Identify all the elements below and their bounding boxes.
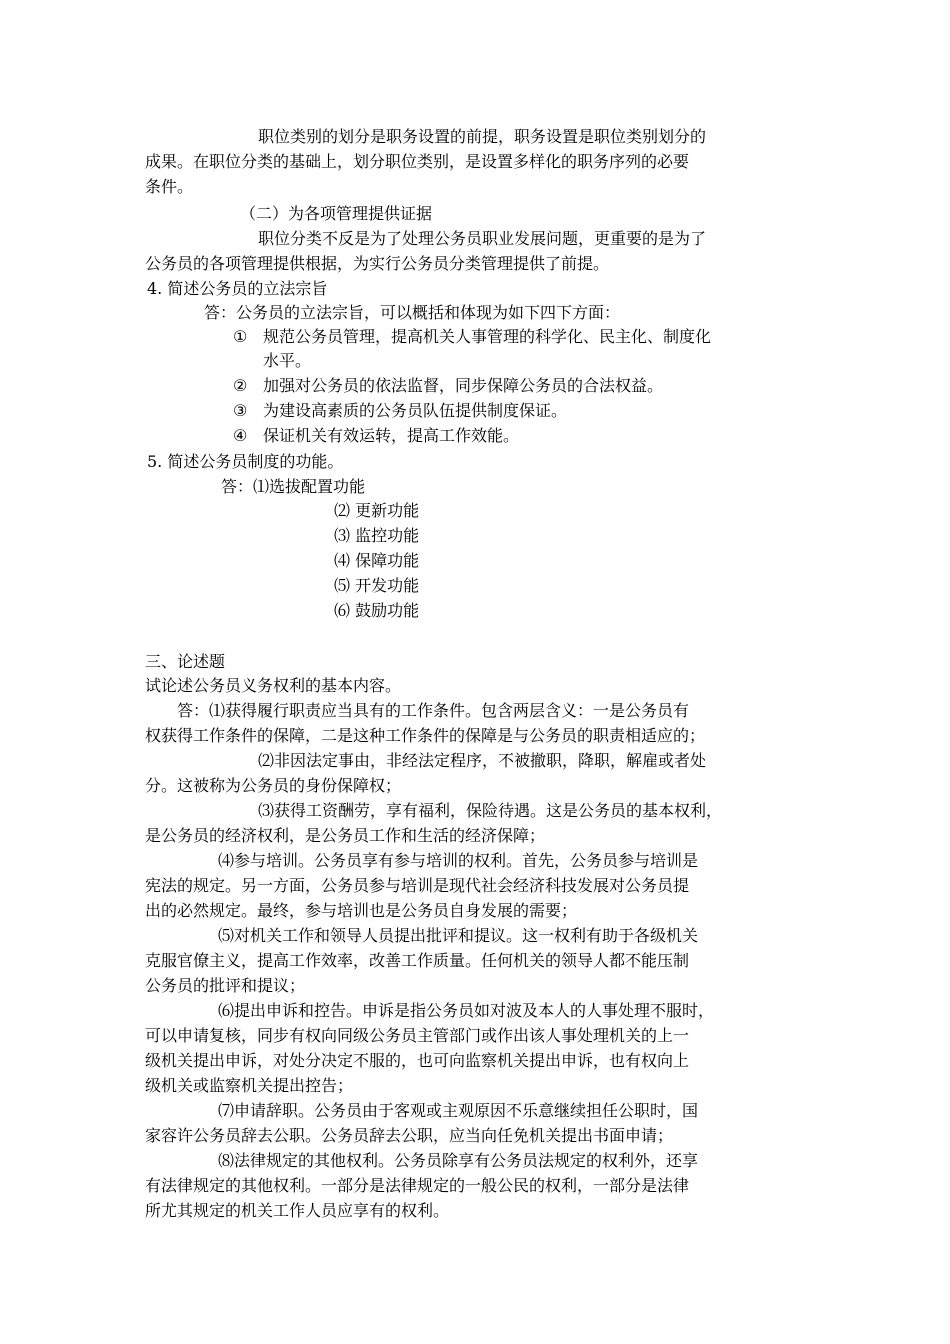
answer-5-line-2: 克服官僚主义，提高工作效率，改善工作质量。任何机关的领导人都不能压制 [145, 951, 690, 970]
function-2: ⑵ 更新功能 [334, 501, 420, 520]
answer-8-line-2: 有法律规定的其他权利。一部分是法律规定的一般公民的权利，一部分是法律 [145, 1176, 690, 1195]
item-2-line-1: 加强对公务员的依法监督，同步保障公务员的合法权益。 [263, 376, 664, 395]
function-4: ⑷ 保障功能 [334, 551, 420, 570]
answer-5-line-3: 公务员的批评和提议； [145, 976, 306, 995]
answer-3-line-1: ⑶获得工资酬劳，享有福利，保险待遇。这是公务员的基本权利， [258, 801, 723, 820]
question-4-answer-intro: 答：公务员的立法宗旨，可以概括和体现为如下四下方面： [204, 303, 621, 322]
answer-5-line-1: ⑸对机关工作和领导人员提出批评和提议。这一权利有助于各级机关 [218, 926, 699, 945]
answer-2-line-2: 分。这被称为公务员的身份保障权； [145, 776, 402, 795]
answer-8-line-1: ⑻法律规定的其他权利。公务员除享有公务员法规定的权利外，还享 [218, 1151, 699, 1170]
item-marker-4: ④ [233, 426, 248, 445]
function-6: ⑹ 鼓励功能 [334, 601, 420, 620]
para1-line-3: 条件。 [145, 177, 194, 196]
answer-4-line-3: 出的必然规定。最终，参与培训也是公务员自身发展的需要； [145, 901, 578, 920]
item-marker-2: ② [233, 376, 248, 395]
subheading-2: （二）为各项管理提供证据 [240, 204, 433, 223]
answer-6-line-3: 级机关提出申诉，对处分决定不服的，也可向监察机关提出申诉，也有权向上 [145, 1051, 690, 1070]
answer-7-line-2: 家容许公务员辞去公职。公务员辞去公职，应当向任免机关提出书面申请； [145, 1126, 674, 1145]
answer-4-line-1: ⑷参与培训。公务员享有参与培训的权利。首先，公务员参与培训是 [218, 851, 699, 870]
item-1-line-1: 规范公务员管理，提高机关人事管理的科学化、民主化、制度化 [263, 327, 712, 346]
function-1: 答：⑴选拔配置功能 [221, 477, 366, 496]
answer-2-line-1: ⑵非因法定事由，非经法定程序，不被撤职，降职，解雇或者处 [258, 751, 707, 770]
question-4-title: 4. 简述公务员的立法宗旨 [147, 279, 328, 298]
para1-line-1: 职位类别的划分是职务设置的前提，职务设置是职位类别划分的 [258, 127, 707, 146]
para2-line-2: 公务员的各项管理提供根据，为实行公务员分类管理提供了前提。 [145, 254, 610, 273]
answer-1-line-1: 答：⑴获得履行职责应当具有的工作条件。包含两层含义：一是公务员有 [177, 701, 690, 720]
question-5-title: 5. 简述公务员制度的功能。 [147, 452, 344, 471]
item-marker-3: ③ [233, 401, 248, 420]
item-marker-1: ① [233, 327, 248, 346]
item-4-line-1: 保证机关有效运转，提高工作效能。 [263, 426, 520, 445]
answer-6-line-4: 级机关或监察机关提出控告； [145, 1076, 354, 1095]
answer-4-line-2: 宪法的规定。另一方面，公务员参与培训是现代社会经济科技发展对公务员提 [145, 876, 690, 895]
section-3-question: 试论述公务员义务权利的基本内容。 [145, 676, 402, 695]
answer-3-line-2: 是公务员的经济权利，是公务员工作和生活的经济保障； [145, 826, 546, 845]
para2-line-1: 职位分类不反是为了处理公务员职业发展问题，更重要的是为了 [258, 229, 707, 248]
section-3-heading: 三、论述题 [145, 652, 226, 671]
answer-1-line-2: 权获得工作条件的保障，二是这种工作条件的保障是与公务员的职责相适应的； [145, 726, 706, 745]
function-3: ⑶ 监控功能 [334, 526, 420, 545]
answer-6-line-1: ⑹提出申诉和控告。申诉是指公务员如对波及本人的人事处理不服时， [218, 1001, 715, 1020]
answer-6-line-2: 可以申请复核，同步有权向同级公务员主管部门或作出该人事处理机关的上一 [145, 1026, 690, 1045]
function-5: ⑸ 开发功能 [334, 576, 420, 595]
answer-8-line-3: 所尤其规定的机关工作人员应享有的权利。 [145, 1201, 450, 1220]
item-1-line-2: 水平。 [263, 351, 312, 370]
item-3-line-1: 为建设高素质的公务员队伍提供制度保证。 [263, 401, 568, 420]
answer-7-line-1: ⑺申请辞职。公务员由于客观或主观原因不乐意继续担任公职时，国 [218, 1101, 699, 1120]
para1-line-2: 成果。在职位分类的基础上，划分职位类别，是设置多样化的职务序列的必要 [145, 152, 690, 171]
